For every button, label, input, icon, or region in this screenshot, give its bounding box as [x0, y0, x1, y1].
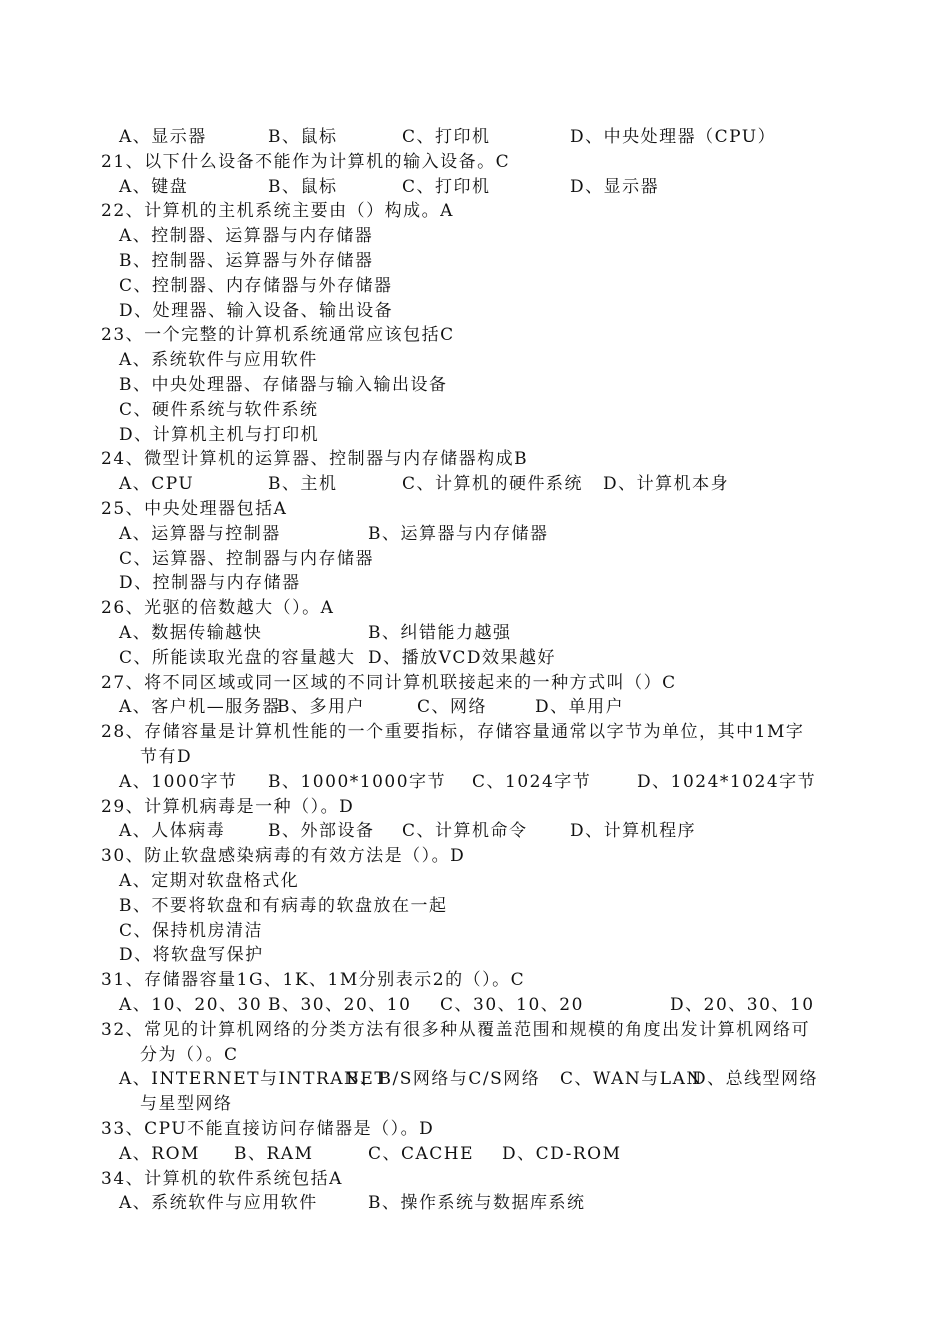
option-text: A、系统软件与应用软件 [119, 1193, 318, 1213]
continuation-text: 与星型网络 [140, 1094, 233, 1114]
question-text: 34、计算机的软件系统包括A [101, 1169, 343, 1189]
question-text: 29、计算机病毒是一种（）。D [101, 797, 355, 817]
question-text: 23、一个完整的计算机系统通常应该包括C [101, 325, 455, 345]
question-text: 27、将不同区域或同一区域的不同计算机联接起来的一种方式叫（）C [101, 673, 677, 693]
question-text: 26、光驱的倍数越大（）。A [101, 598, 335, 618]
option-text: B、B/S网络与C/S网络 [346, 1069, 541, 1089]
option-text: B、不要将软盘和有病毒的软盘放在一起 [119, 896, 448, 916]
option-text: C、打印机 [402, 127, 491, 147]
option-text: D、单用户 [535, 697, 625, 717]
option-text: C、计算机的硬件系统 [402, 474, 584, 494]
question-text: 24、微型计算机的运算器、控制器与内存储器构成B [101, 449, 529, 469]
continuation-text: 分为（）。C [140, 1045, 239, 1065]
question-text: 28、存储容量是计算机性能的一个重要指标，存储容量通常以字节为单位，其中1M字 [101, 722, 805, 742]
question-text: 31、存储器容量1G、1K、1M分别表示2的（）。C [101, 970, 526, 990]
option-text: B、操作系统与数据库系统 [368, 1193, 586, 1213]
option-text: D、20、30、10 [670, 995, 815, 1015]
option-text: D、计算机主机与打印机 [119, 425, 320, 445]
option-text: C、保持机房清洁 [119, 921, 264, 941]
option-text: D、播放VCD效果越好 [368, 648, 557, 668]
option-text: A、显示器 [119, 127, 207, 147]
option-text: A、10、20、30 [119, 995, 263, 1015]
question-text: 33、CPU不能直接访问存储器是（）。D [101, 1119, 435, 1139]
option-text: B、控制器、运算器与外存储器 [119, 251, 374, 271]
option-text: C、CACHE [368, 1144, 475, 1164]
option-text: D、总线型网络 [692, 1069, 819, 1089]
question-text: 22、计算机的主机系统主要由（）构成。A [101, 201, 454, 221]
option-text: C、硬件系统与软件系统 [119, 400, 319, 420]
option-text: A、ROM [119, 1144, 200, 1164]
option-text: D、控制器与内存储器 [119, 573, 301, 593]
option-text: B、1000*1000字节 [268, 772, 447, 792]
option-text: A、系统软件与应用软件 [119, 350, 318, 370]
continuation-text: 节有D [140, 747, 193, 767]
option-text: C、1024字节 [472, 772, 592, 792]
option-text: A、定期对软盘格式化 [119, 871, 300, 891]
option-text: C、运算器、控制器与内存储器 [119, 549, 375, 569]
option-text: B、鼠标 [268, 177, 338, 197]
option-text: B、RAM [234, 1144, 314, 1164]
option-text: A、控制器、运算器与内存储器 [119, 226, 374, 246]
option-text: B、外部设备 [268, 821, 375, 841]
option-text: C、所能读取光盘的容量越大 [119, 648, 356, 668]
option-text: B、多用户 [277, 697, 365, 717]
option-text: C、30、10、20 [440, 995, 584, 1015]
option-text: B、鼠标 [268, 127, 338, 147]
option-text: D、中央处理器（CPU） [570, 127, 777, 147]
option-text: A、数据传输越快 [119, 623, 263, 643]
option-text: A、键盘 [119, 177, 189, 197]
option-text: B、30、20、10 [268, 995, 412, 1015]
option-text: A、运算器与控制器 [119, 524, 281, 544]
option-text: C、打印机 [402, 177, 491, 197]
option-text: D、CD-ROM [502, 1144, 622, 1164]
option-text: B、主机 [268, 474, 338, 494]
option-text: A、客户机—服务器 [119, 697, 281, 717]
option-text: C、计算机命令 [402, 821, 528, 841]
option-text: A、CPU [119, 474, 195, 494]
question-text: 32、常见的计算机网络的分类方法有很多种从覆盖范围和规模的角度出发计算机网络可 [101, 1020, 811, 1040]
option-text: B、运算器与内存储器 [368, 524, 549, 544]
question-text: 25、中央处理器包括A [101, 499, 288, 519]
option-text: A、人体病毒 [119, 821, 226, 841]
option-text: A、INTERNET与INTRANET [119, 1069, 388, 1089]
question-text: 30、防止软盘感染病毒的有效方法是（）。D [101, 846, 466, 866]
option-text: C、控制器、内存储器与外存储器 [119, 276, 393, 296]
option-text: C、WAN与LAN [560, 1069, 703, 1089]
option-text: B、纠错能力越强 [368, 623, 512, 643]
option-text: B、中央处理器、存储器与输入输出设备 [119, 375, 448, 395]
question-text: 21、以下什么设备不能作为计算机的输入设备。C [101, 152, 511, 172]
option-text: D、1024*1024字节 [637, 772, 817, 792]
option-text: C、网络 [417, 697, 488, 717]
option-text: D、将软盘写保护 [119, 945, 264, 965]
option-text: A、1000字节 [119, 772, 238, 792]
option-text: D、计算机程序 [570, 821, 697, 841]
option-text: D、计算机本身 [603, 474, 730, 494]
option-text: D、显示器 [570, 177, 660, 197]
option-text: D、处理器、输入设备、输出设备 [119, 301, 394, 321]
